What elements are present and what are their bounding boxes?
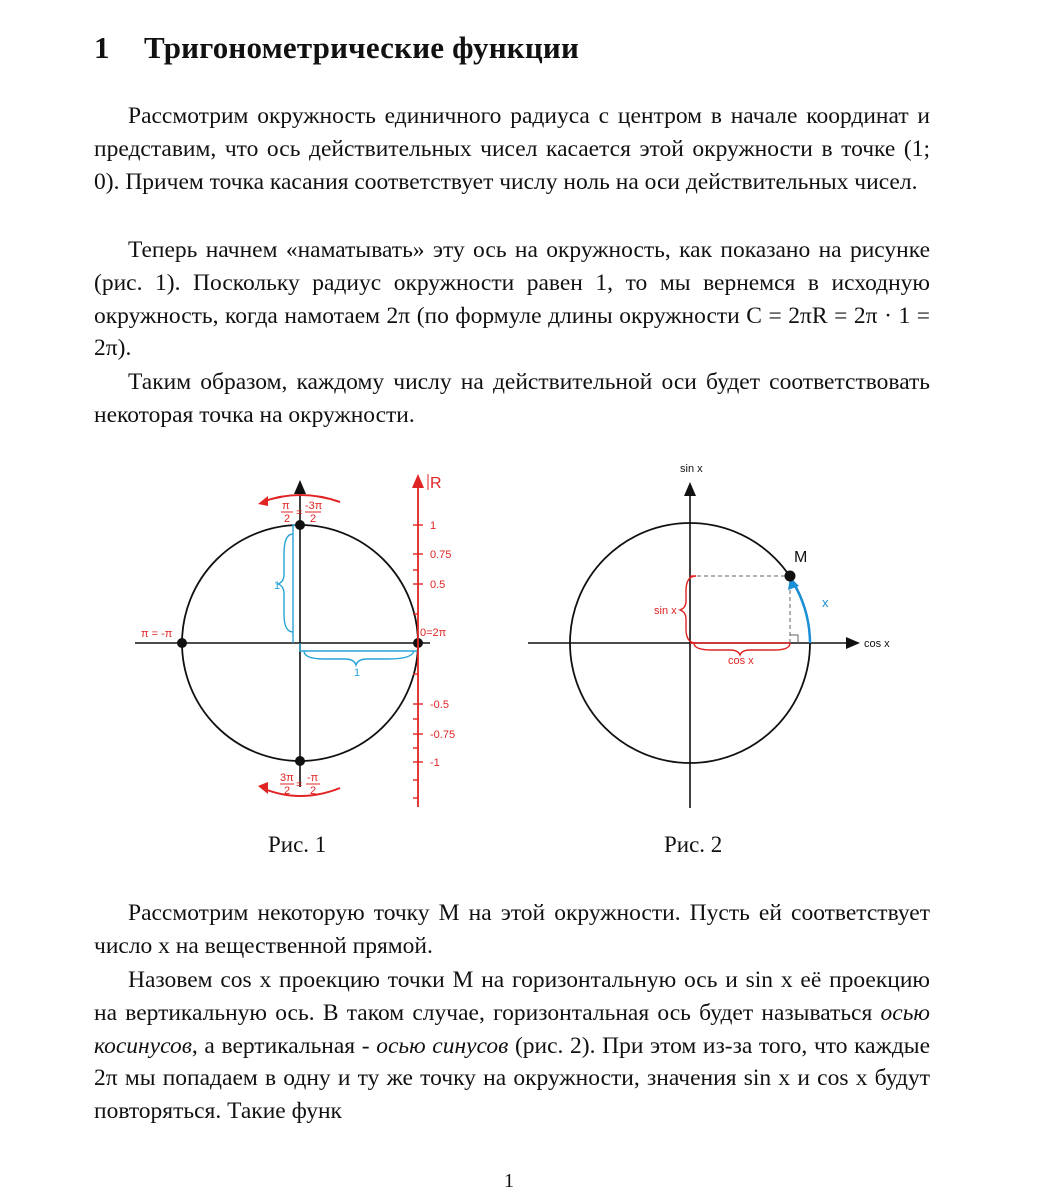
fig1-tick-label: -0.5: [430, 699, 449, 711]
paragraph-unit-circle: Рассмотрим окружность единичного радиуса с центром в начале координат и представим, что ось действительных чисел касается этой окружности в точке (1; 0). Причем точка касания соответствует числу ноль на оси действительных чисел.: [94, 103, 930, 195]
fig1-tick-label: 1: [430, 520, 437, 532]
page-number: 1: [504, 1170, 514, 1192]
fig2-cos-label: cos x: [728, 655, 754, 667]
fig2-x-axis-label: cos x: [864, 638, 890, 650]
fig2-point-m: [785, 571, 796, 582]
figure-2-sin-cos: [522, 456, 902, 812]
fig2-arc-x: [794, 584, 810, 643]
fig1-bottom-arc-arrow-icon: [258, 782, 268, 794]
fig1-axis-label-r: R: [430, 475, 442, 492]
svg-text:=: =: [296, 779, 303, 791]
fig2-x-axis-arrow-icon: [846, 637, 860, 649]
fig1-brace-horizontal: [304, 651, 414, 665]
svg-text:-π: -π: [307, 772, 319, 784]
paragraph-point-m: Рассмотрим некоторую точку M на этой окружности. Пусть ей соответствует число x на вещественной прямой.: [94, 900, 930, 959]
fig1-point-top: [295, 520, 305, 530]
fig2-right-angle: [790, 635, 798, 643]
section-number: 1: [94, 30, 110, 65]
svg-text:π: π: [282, 500, 290, 512]
svg-text:2: 2: [284, 513, 291, 525]
fig2-sin-label: sin x: [654, 605, 677, 617]
term-cosine-axis: осью косинусов: [94, 999, 930, 1059]
paragraph-sin-cos: Назовем cos x проекцию точки M на горизонтальную ось и sin x её проекцию на вертикальную ось. В таком случае, горизонтальная ось будет называться осью косинусов, а вертикальная - осью синусов (рис. 2). При этом из-за того, что каждые 2π мы попадаем в одну и ту же точку на окружности, значения sin x и cos x будут повторяться. Такие функ: [94, 967, 930, 1125]
svg-text:3π: 3π: [280, 772, 294, 784]
paragraph-winding: Теперь начнем «наматывать» эту ось на окружность, как показано на рисунке (рис. 1). Поскольку радиус окружности равен 1, то мы вернемся в исходную окружность, когда намотаем 2π (по формуле длины окружности C = 2πR = 2π · 1 = 2π).: [94, 237, 930, 362]
figure-2-caption: Рис. 2: [664, 832, 723, 857]
fig2-cos-brace: [694, 643, 790, 655]
fig1-y-axis-arrow-icon: [294, 480, 306, 494]
svg-text:-3π: -3π: [305, 500, 323, 512]
term-sine-axis: осью синусов: [376, 1032, 509, 1059]
svg-text:2: 2: [284, 785, 291, 797]
fig2-point-label: M: [794, 549, 808, 566]
fig1-top-arc-arrow-icon: [258, 496, 268, 506]
fig2-y-axis-label: sin x: [680, 463, 703, 475]
fig1-radius-vertical: [293, 525, 300, 643]
fig1-right-label: 0=2π: [420, 627, 447, 639]
fig1-radius-label-horizontal: 1: [354, 667, 361, 679]
section-title: Тригонометрические функции: [144, 30, 580, 65]
figure-1-caption: Рис. 1: [268, 832, 327, 857]
fig1-radius-label-vertical: 1: [274, 580, 281, 592]
fig1-tick-label: 0.5: [430, 579, 446, 591]
fig1-radius-horizontal: [300, 643, 418, 651]
fig1-top-arc: [262, 495, 340, 502]
fig1-left-label: π = -π: [141, 628, 173, 640]
svg-text:2: 2: [310, 513, 317, 525]
fig2-sin-brace: [680, 576, 696, 643]
paragraph-correspondence: Таким образом, каждому числу на действительной оси будет соответствовать некоторая точка на окружности.: [94, 369, 930, 428]
fig1-number-line-arrow-icon: [412, 474, 424, 488]
fig1-brace-vertical: [278, 534, 293, 632]
fig1-tick-label: -1: [430, 757, 440, 769]
fig2-arc-label: x: [822, 595, 829, 610]
figure-1-unit-circle: [130, 462, 470, 814]
section-heading: [94, 30, 579, 66]
fig2-y-axis-arrow-icon: [684, 482, 696, 496]
fig1-point-bottom: [295, 756, 305, 766]
fig1-tick-label: 0.75: [430, 549, 452, 561]
fig1-point-left: [177, 638, 187, 648]
fig1-tick-label: -0.75: [430, 729, 456, 741]
svg-text:2: 2: [310, 785, 317, 797]
svg-text:=: =: [296, 507, 303, 519]
